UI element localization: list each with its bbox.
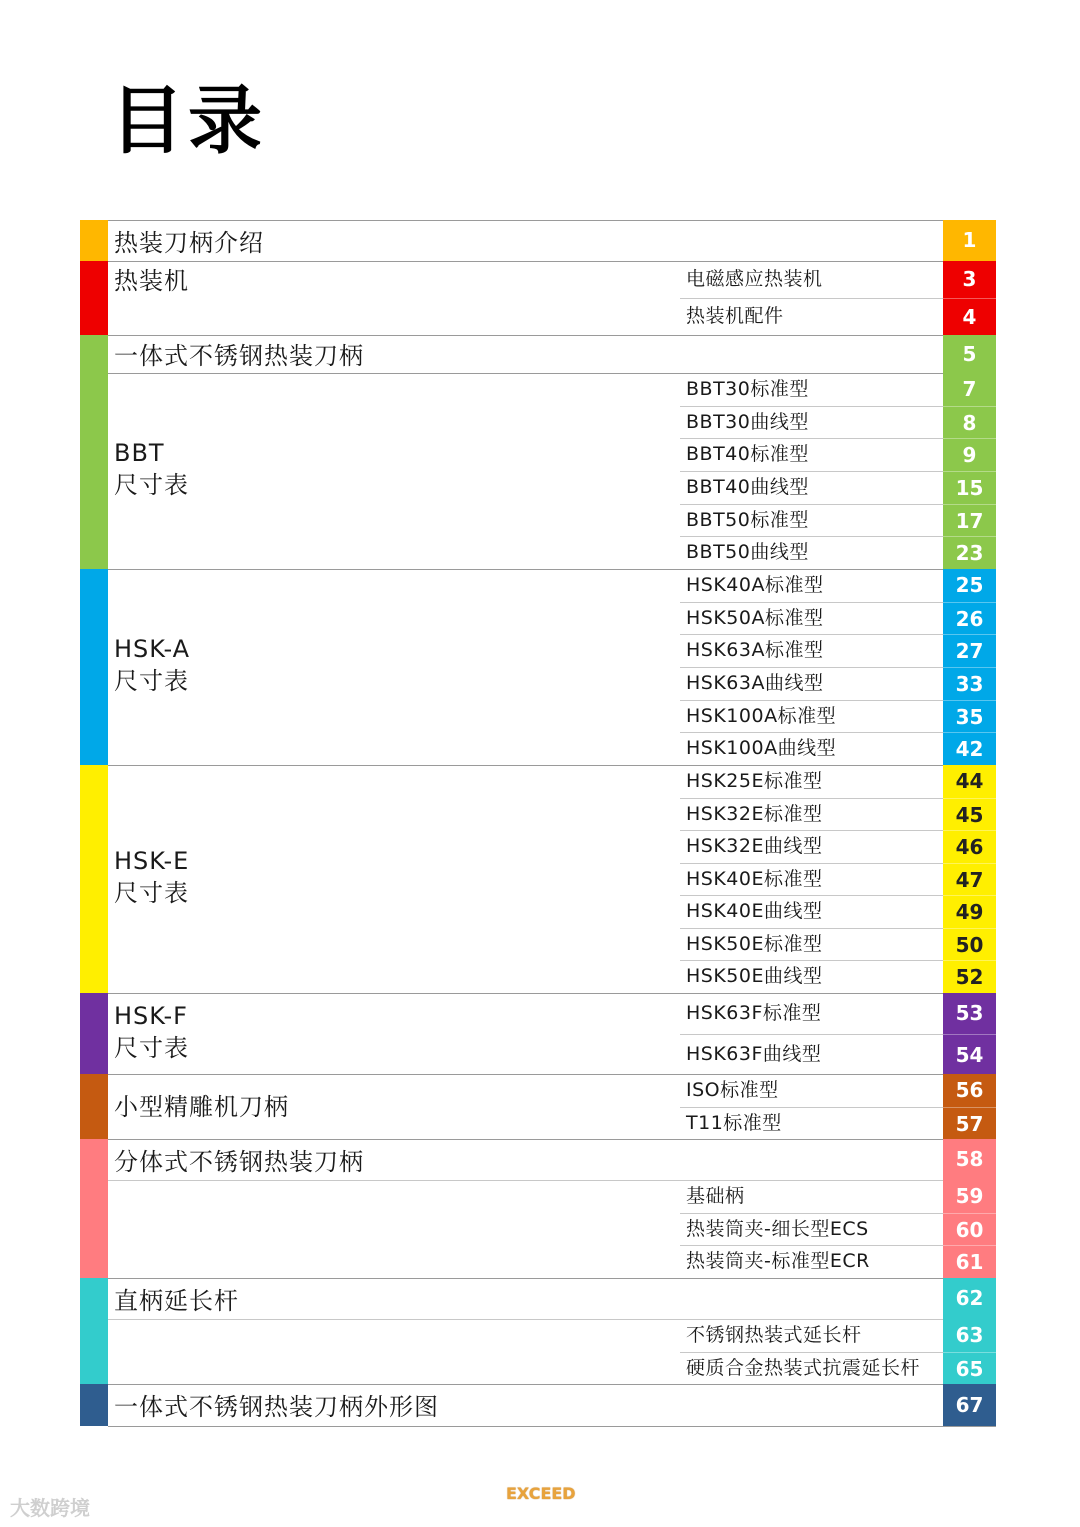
section-divider	[108, 1384, 996, 1385]
toc-item-label[interactable]: 电磁感应热装机	[686, 268, 823, 290]
page-title: 目录	[110, 78, 266, 164]
page-number-badge: 7	[943, 373, 996, 406]
toc-section	[80, 373, 996, 569]
page-number-badge: 59	[943, 1180, 996, 1213]
section-color-bar	[80, 220, 108, 261]
toc-section	[80, 569, 996, 765]
toc-item-label[interactable]: HSK63A标准型	[686, 639, 824, 662]
page-number-badge: 62	[943, 1278, 996, 1319]
toc-item-label[interactable]: 基础柄	[686, 1185, 745, 1207]
toc-item-label[interactable]: HSK50E曲线型	[686, 965, 823, 988]
toc-item-label[interactable]: HSK32E标准型	[686, 802, 823, 825]
page-number-badge: 45	[943, 798, 996, 831]
toc-item-label[interactable]: HSK100A标准型	[686, 704, 837, 727]
section-title: 热装刀柄介绍	[114, 228, 264, 257]
toc-item-label[interactable]: 热装筒夹-细长型ECS	[686, 1217, 869, 1240]
section-title-line: 尺寸表	[114, 667, 189, 695]
page-number-badge: 60	[943, 1213, 996, 1246]
page-number-badge: 47	[943, 863, 996, 896]
toc-section	[80, 261, 996, 335]
toc-section	[80, 1139, 996, 1278]
section-title	[114, 633, 190, 697]
toc-item-label[interactable]: BBT30曲线型	[686, 410, 809, 433]
page-number-badge: 65	[943, 1352, 996, 1385]
page-number-badge: 8	[943, 406, 996, 439]
toc-item-label[interactable]: HSK40E曲线型	[686, 900, 823, 923]
section-title-line: HSK-A	[114, 635, 191, 663]
toc-item-label[interactable]: BBT40曲线型	[686, 476, 809, 498]
section-title-line: 尺寸表	[114, 1033, 189, 1062]
toc-item-label[interactable]: HSK63F标准型	[686, 1002, 822, 1024]
section-color-bar	[80, 993, 108, 1074]
page-number-badge: 50	[943, 928, 996, 961]
toc-item-label[interactable]: HSK40E标准型	[686, 867, 823, 890]
page-number-badge: 57	[943, 1107, 996, 1140]
section-color-bar	[80, 1278, 108, 1384]
section-divider	[108, 335, 996, 336]
toc-item-label[interactable]: T11标准型	[686, 1111, 782, 1134]
page-number-badge: 44	[943, 765, 996, 798]
page-number-badge: 35	[943, 700, 996, 733]
toc-item-label[interactable]: BBT30标准型	[686, 378, 809, 400]
toc-section	[80, 335, 996, 373]
section-divider	[108, 1278, 996, 1279]
section-color-bar	[80, 373, 108, 569]
section-title-line: 尺寸表	[114, 471, 189, 499]
toc-item-label[interactable]: HSK32E曲线型	[686, 835, 823, 858]
page-number-badge: 33	[943, 667, 996, 700]
page-number-badge: 49	[943, 895, 996, 928]
toc-item-label[interactable]: HSK100A曲线型	[686, 737, 837, 760]
toc-item-label[interactable]: 硬质合金热装式抗震延长杆	[686, 1356, 921, 1379]
toc-item-label[interactable]: 热装机配件	[686, 305, 784, 327]
section-color-bar	[80, 765, 108, 993]
section-title: 小型精雕机刀柄	[114, 1092, 289, 1121]
section-title: 分体式不锈钢热装刀柄	[114, 1147, 364, 1176]
page-number-badge: 4	[943, 298, 996, 336]
section-color-bar	[80, 1384, 108, 1426]
toc-item-label[interactable]: BBT50标准型	[686, 508, 809, 531]
toc-item-label[interactable]: BBT40标准型	[686, 443, 809, 466]
page-number-badge: 27	[943, 634, 996, 667]
section-color-bar	[80, 1074, 108, 1139]
page-number-badge: 23	[943, 536, 996, 569]
page-number-badge: 63	[943, 1319, 996, 1352]
toc-item-label[interactable]: BBT50曲线型	[686, 541, 809, 564]
toc-section	[80, 765, 996, 993]
page-number-badge: 15	[943, 471, 996, 504]
section-title-line: BBT	[114, 439, 165, 467]
section-title: 一体式不锈钢热装刀柄外形图	[114, 1393, 439, 1421]
section-title	[114, 845, 189, 909]
section-title: 热装机	[114, 267, 189, 295]
page-number-badge: 17	[943, 504, 996, 537]
page-number-badge: 1	[943, 220, 996, 261]
toc-section	[80, 993, 996, 1074]
section-color-bar	[80, 1139, 108, 1278]
toc-section	[80, 1384, 996, 1426]
page-number-badge: 5	[943, 335, 996, 373]
brand-logo: EXCEED	[506, 1484, 576, 1503]
page-number-badge: 25	[943, 569, 996, 602]
table-of-contents	[80, 220, 996, 1428]
page-number-badge: 3	[943, 261, 996, 299]
page-number-badge: 53	[943, 993, 996, 1034]
section-color-bar	[80, 569, 108, 765]
page-number-badge: 56	[943, 1074, 996, 1107]
toc-section	[80, 1074, 996, 1139]
section-title: 一体式不锈钢热装刀柄	[114, 342, 364, 370]
section-color-bar	[80, 261, 108, 335]
watermark: 大数跨境	[10, 1496, 90, 1520]
page-number-badge: 67	[943, 1384, 996, 1426]
toc-item-label[interactable]: HSK25E标准型	[686, 770, 823, 792]
page-number-badge: 52	[943, 960, 996, 993]
page-number-badge: 58	[943, 1139, 996, 1180]
section-title-line: 尺寸表	[114, 879, 189, 907]
toc-item-label[interactable]: HSK40A标准型	[686, 574, 824, 596]
section-title: 直柄延长杆	[114, 1286, 239, 1315]
section-title	[114, 437, 189, 501]
toc-item-label[interactable]: ISO标准型	[686, 1079, 779, 1101]
page-number-badge: 61	[943, 1245, 996, 1278]
toc-item-label[interactable]: HSK63F曲线型	[686, 1042, 822, 1065]
page-number-badge: 42	[943, 732, 996, 765]
toc-item-label[interactable]: 热装筒夹-标准型ECR	[686, 1250, 870, 1273]
section-divider	[108, 1139, 996, 1140]
page-number-badge: 54	[943, 1034, 996, 1075]
toc-item-label[interactable]: HSK50E标准型	[686, 932, 823, 955]
section-divider	[108, 220, 996, 221]
section-title-line: HSK-E	[114, 847, 190, 875]
toc-bottom-border	[108, 1426, 996, 1427]
toc-item-label[interactable]: 不锈钢热装式延长杆	[686, 1324, 862, 1346]
page-number-badge: 46	[943, 830, 996, 863]
page-number-badge: 26	[943, 602, 996, 635]
toc-section	[80, 220, 996, 261]
toc-item-label[interactable]: HSK50A标准型	[686, 606, 824, 629]
toc-item-label[interactable]: HSK63A曲线型	[686, 672, 824, 694]
section-color-bar	[80, 335, 108, 373]
section-title-line: HSK-F	[114, 1001, 188, 1030]
page-number-badge: 9	[943, 438, 996, 471]
section-title	[114, 1000, 189, 1064]
toc-section	[80, 1278, 996, 1384]
